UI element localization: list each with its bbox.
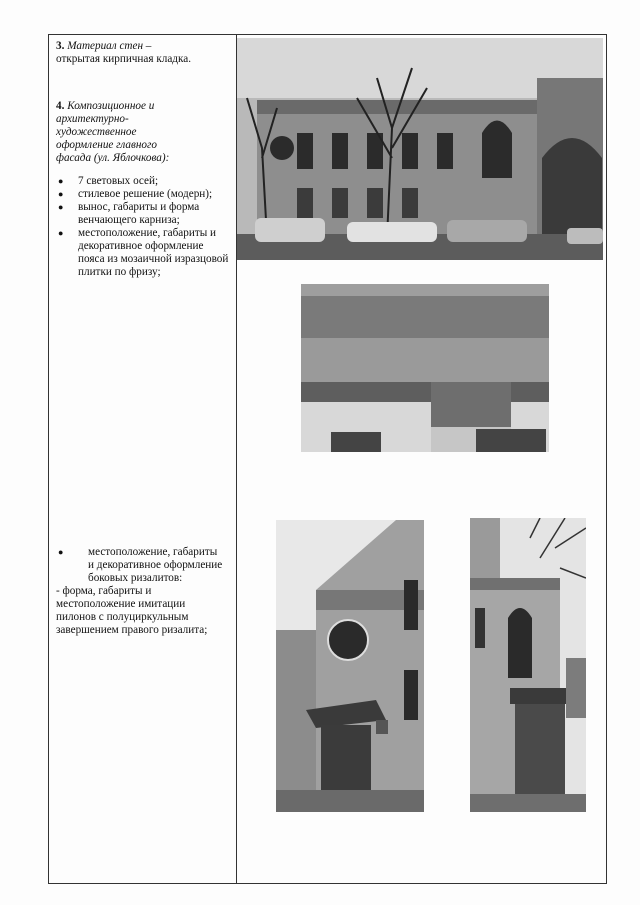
list-item: ● стилевое решение (модерн); xyxy=(56,188,232,201)
section-3-heading xyxy=(56,40,232,53)
section-4-title-line: архитектурно- xyxy=(56,113,129,125)
section-4-title-line: оформление главного xyxy=(56,139,157,151)
section-4-number: 4. xyxy=(56,100,65,112)
left-risalit-photo xyxy=(276,520,424,812)
right-risalit-photo xyxy=(470,518,586,812)
description-column xyxy=(56,40,232,279)
list-item: ● вынос, габариты и форма венчающего карниза; xyxy=(56,201,232,227)
section-3-text: открытая кирпичная кладка. xyxy=(56,53,192,65)
main-facade-photo xyxy=(237,38,603,260)
feature-list-2 xyxy=(56,546,226,585)
section-4-title-line: фасада (ул. Яблочкова): xyxy=(56,152,170,164)
section-4-title-line: Композиционное и xyxy=(67,100,155,112)
list-item: ● местоположение, габариты и декоративное оформление боковых ризалитов: xyxy=(56,546,226,585)
section-3-number: 3. xyxy=(56,40,65,52)
section-3-title: Материал стен – xyxy=(67,40,152,52)
list-item: ● 7 световых осей; xyxy=(56,175,232,188)
frieze-photo xyxy=(301,284,549,452)
feature-list-1 xyxy=(56,175,232,279)
section-4-heading xyxy=(56,100,232,165)
description-column-lower xyxy=(56,546,226,637)
dash-note: - форма, габариты и местоположение имитации пилонов с полуциркульным завершением правого ризалита; xyxy=(56,585,208,636)
section-4-title-line: художественное xyxy=(56,126,137,138)
list-item: ● местоположение, габариты и декоративное оформление пояса из мозаичной изразцовой плитки по фризу; xyxy=(56,227,232,279)
